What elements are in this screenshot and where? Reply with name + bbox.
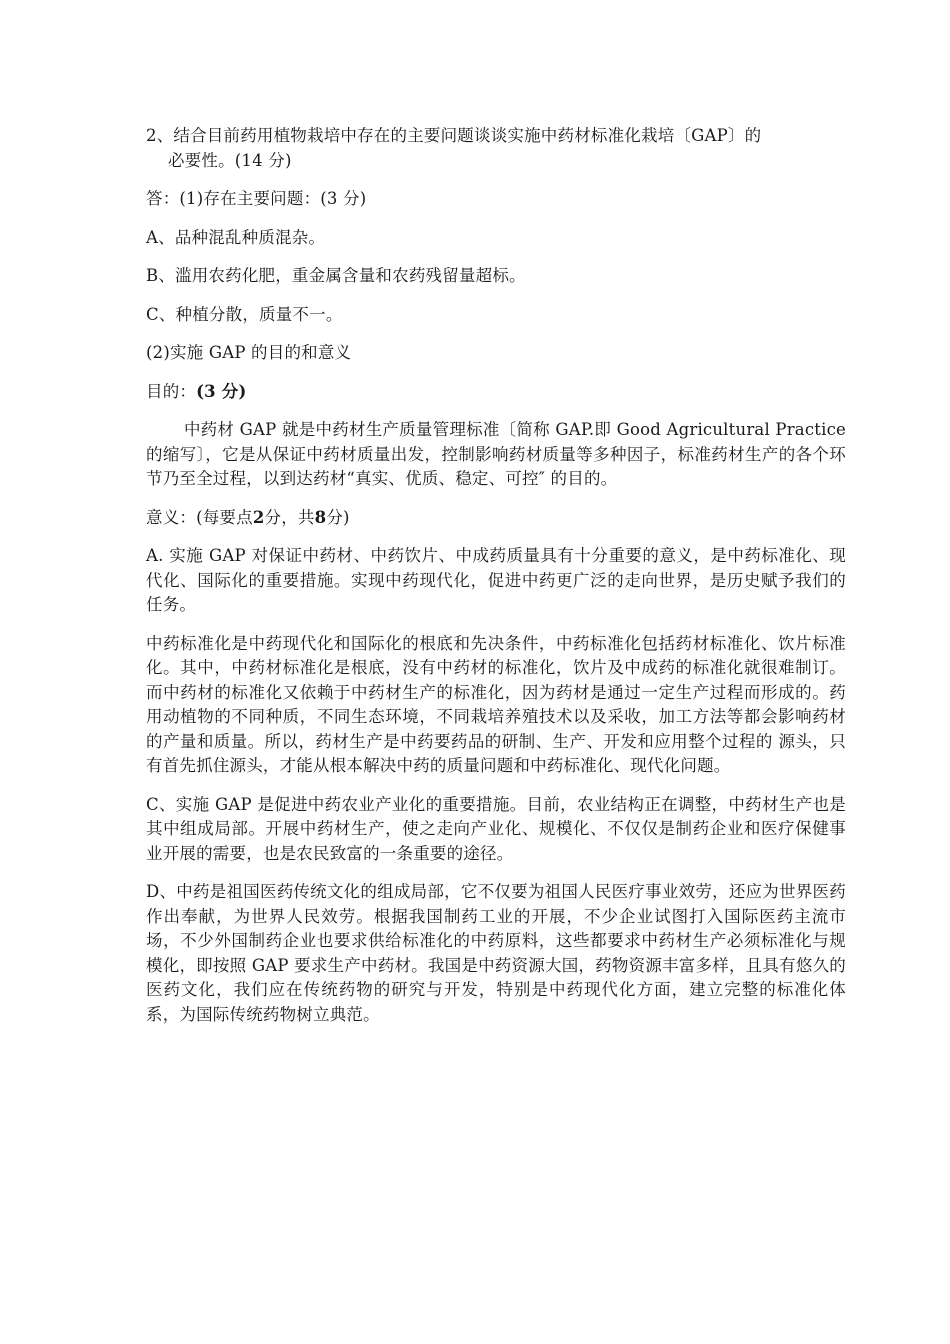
meaning-total-score: 8 — [314, 507, 327, 527]
question-title — [146, 124, 846, 173]
question-line-1: 2、结合目前药用植物栽培中存在的主要问题谈谈实施中药材标准化栽培〔GAP〕的 — [146, 126, 762, 145]
answer-intro: 答：(1)存在主要问题：(3 分) — [146, 189, 367, 208]
meaning-point-d: D、中药是祖国医药传统文化的组成局部，它不仅要为祖国人民医疗事业效劳，还应为世界医药作出奉献，为世界人民效劳。根据我国制药工业的开展，不少企业试图打入国际医药主流市场，不少外国制药企业也要求供给标准化的中药原料，这些都要求中药材生产必须标准化与规模化，即按照 GAP 要求生产中药材。我国是中药资源大国，药物资源丰富多样，且具有悠久的医药文化，我们应在传统药物的研究与开发，特别是中药现代化方面，建立完整的标准化体系，为国际传统药物树立典范。 — [146, 882, 846, 1024]
meaning-point-c: C、实施 GAP 是促进中药农业产业化的重要措施。目前，农业结构正在调整，中药材生产也是其中组成局部。开展中药材生产，使之走向产业化、规模化、不仅仅是制药企业和医疗保健事业开展的需要，也是农民致富的一条重要的途径。 — [146, 794, 846, 863]
document-page — [146, 124, 846, 1041]
purpose-label: 目的： — [146, 381, 197, 401]
meaning-end: 分) — [326, 507, 350, 527]
purpose-paragraph: 中药材 GAP 就是中药材生产质量管理标准〔简称 GAP.即 Good Agricultural Practice 的缩写〕，它是从保证中药材质量出发，控制影响药材质量等多种因子，标准药材生产的各个环节乃至全过程，以到达药材“真实、优质、稳定、可控″ 的目的。 — [146, 420, 846, 488]
purpose-heading — [146, 380, 846, 405]
part2-heading: (2)实施 GAP 的目的和意义 — [146, 343, 352, 362]
purpose-score: (3 分) — [196, 381, 247, 401]
meaning-label: 意义：(每要点 — [146, 507, 253, 527]
meaning-point-a: A. 实施 GAP 对保证中药材、中药饮片、中成药质量具有十分重要的意义，是中药标准化、现代化、国际化的重要措施。实现中药现代化，促进中药更广泛的走向世界，是历史赋予我们的任务。 — [146, 546, 846, 614]
problem-item-a: A、品种混乱种质混杂。 — [146, 227, 326, 247]
meaning-point-b: 中药标准化是中药现代化和国际化的根底和先决条件，中药标准化包括药材标准化、饮片标准化。其中，中药材标准化是根底，没有中药材的标准化，饮片及中成药的标准化就很难制订。而中药材的标准化又依赖于中药材生产的标准化，因为药材是通过一定生产过程而形成的。药用动植物的不同种质，不同生态环境，不同栽培养殖技术以及采收，加工方法等都会影响药材的产量和质量。所以，药材生产是中药要药品的研制、生产、开发和应用整个过程的 源头，只有首先抓住源头，才能从根本解决中药的质量问题和中药标准化、现代化问题。 — [146, 633, 846, 775]
question-line-2: 必要性。(14 分) — [168, 150, 292, 170]
meaning-heading — [146, 506, 846, 531]
problem-item-b: B、滥用农药化肥，重金属含量和农药残留量超标。 — [146, 266, 526, 285]
problem-item-c: C、种植分散，质量不一。 — [146, 304, 343, 324]
meaning-points-score: 2 — [252, 507, 265, 527]
meaning-mid: 分，共 — [264, 507, 315, 527]
